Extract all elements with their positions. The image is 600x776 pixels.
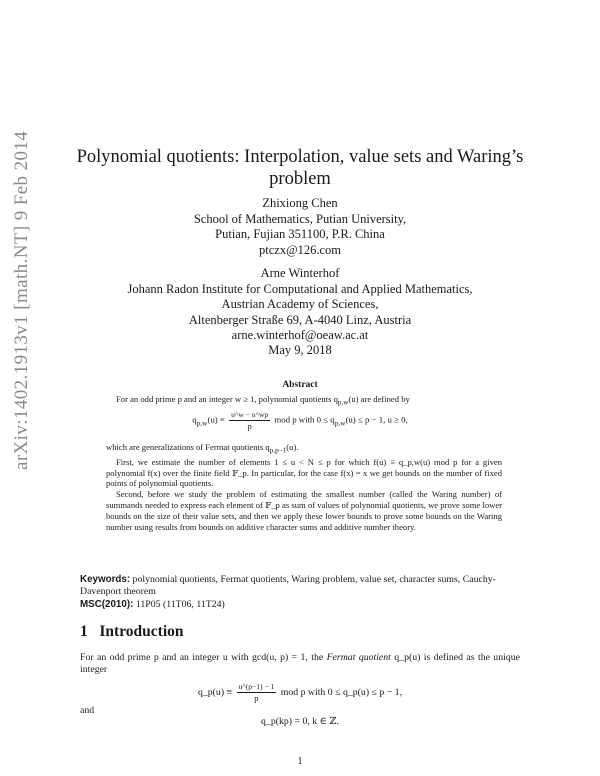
author-affiliation: Austrian Academy of Sciences, [221,297,379,312]
keywords-text: polynomial quotients, Fermat quotients, Waring problem, value set, character sums, Cauchy-Davenport theorem [80,574,496,598]
paper-title [0,146,600,190]
author-affiliation: Johann Radon Institute for Computational and Applied Mathematics, [127,281,473,296]
author-email: arne.winterhof@oeaw.ac.at [231,328,369,343]
paper-date: May 9, 2018 [268,343,332,357]
abstract-body [106,442,502,533]
msc-label: MSC(2010): [80,598,134,610]
page-number: 1 [297,756,303,767]
author-name: Zhixiong Chen [262,196,338,210]
title-line-1: Polynomial quotients: Interpolation, value sets and Waring’s [76,147,524,167]
arxiv-watermark: arXiv:1402.1913v1 [math.NT] 9 Feb 2014 [11,130,32,470]
abstract-heading: Abstract [282,380,318,390]
section-number: 1 [80,623,88,640]
equation-fraction: $\frac{u\^{}w - u\^{}wp}{p}$ [231,410,269,431]
intro-equation-2: q_p(kp) = 0, k ∈ ℤ. [261,716,339,727]
abstract-paragraph: First, we estimate the number of elements 1 ≤ u < N ≤ p for which f(u) ≡ q_p,w(u) mod p for a given polynomial f(x) over the finite field 𝔽_p. In particular, for the case f(x) = x we get bounds on the number of fixed points of polynomial quotients. [106,456,502,489]
keywords-block [80,574,520,611]
intro-paragraph: For an odd prime p and an integer u with gcd(u, p) = 1, the Fermat quotient q_p(u) is defined as the unique integer [80,652,520,676]
author-block-2 [0,266,600,344]
abstract-intro: For an odd prime p and an integer w ≥ 1, polynomial quotients $q_{p,w}(u)$ are defined by [116,394,410,407]
intro-connector: and [80,705,95,716]
title-line-2: problem [269,169,331,189]
abstract-paragraph: Second, before we study the problem of estimating the smallest number (called the Waring number) of summands needed to express each element of 𝔽_p as sum of values of polynomial quotients, we prove some lower bounds on the size of their value sets, and then we apply these lower bounds to prove some bounds on the Waring number using results from bounds on additive character sums and additive number theory. [106,489,502,533]
abstract-paragraph: which are generalizations of Fermat quotients $q_{p,p-1}(u)$. [106,442,299,455]
msc-text: 11P05 (11T06, 11T24) [135,598,225,610]
author-name: Arne Winterhof [260,266,340,280]
abstract-equation: $q_{p,w}(u)$ ≡ $\frac{u\^{}w - u\^{}wp}{p}$ mod p with $0 \le q_{p,w}(u) \le p - 1$, u ≥ 0, [192,410,408,431]
author-affiliation: School of Mathematics, Putian University, [193,211,407,226]
section-heading [80,623,184,641]
intro-equation-1: q_p(u) ≡ $\frac{u\^{}(p-1) - 1}{p}$ mod p with 0 ≤ q_p(u) ≤ p − 1, [197,682,403,703]
keywords-label: Keywords: [80,574,131,585]
author-block-1 [0,196,600,258]
section-title: Introduction [99,623,184,640]
author-affiliation: Altenberger Straße 69, A-4040 Linz, Austria [188,312,412,327]
equation-fraction: $\frac{u\^{}(p-1) - 1}{p}$ [238,682,275,703]
author-email: ptczx@126.com [259,242,341,257]
author-affiliation: Putian, Fujian 351100, P.R. China [215,227,385,242]
